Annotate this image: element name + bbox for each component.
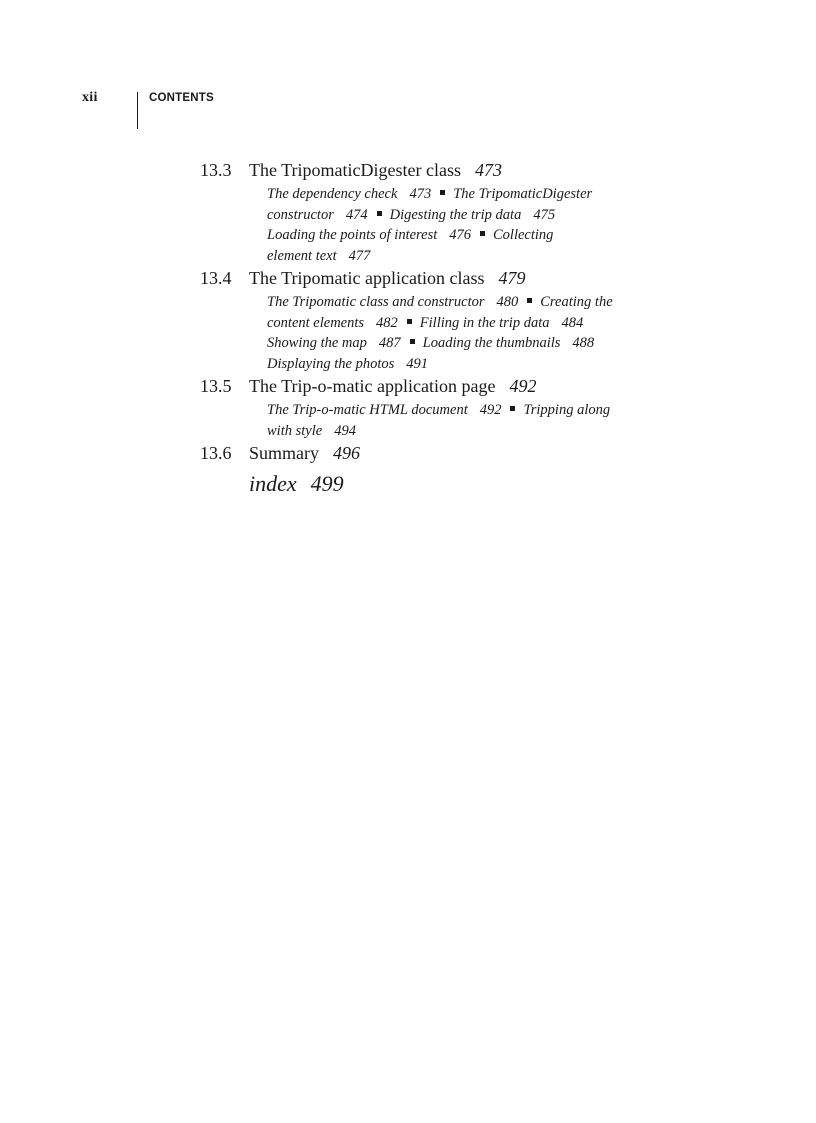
subsection-page-number: 487 <box>378 335 401 351</box>
subsection-line <box>267 313 657 334</box>
section-number: 13.4 <box>200 268 232 288</box>
subsection-title[interactable]: Collecting <box>493 227 554 243</box>
square-bullet-icon <box>510 406 515 411</box>
subsection-title[interactable]: The Tripomatic class and constructor <box>267 294 485 310</box>
subsection-title[interactable]: Tripping along <box>523 402 611 418</box>
subsection-title[interactable]: content elements <box>267 314 365 331</box>
toc-section <box>0 441 816 465</box>
toc-section <box>0 266 816 374</box>
square-bullet-icon <box>407 319 412 324</box>
subsection-page-number: 491 <box>406 355 429 372</box>
subsection-page-number: 494 <box>334 422 356 439</box>
subsection-title[interactable]: Loading the points of interest <box>267 227 438 243</box>
section-title-group <box>249 266 525 290</box>
subsection-page-number: 476 <box>449 227 471 243</box>
section-page-number: 473 <box>474 160 502 180</box>
section-heading[interactable] <box>0 158 816 182</box>
subsection-line <box>267 333 657 354</box>
subsection-title[interactable]: The dependency check <box>267 186 398 202</box>
index-page-number: 499 <box>310 471 344 496</box>
subsection-page-number: 477 <box>348 247 371 264</box>
square-bullet-icon <box>527 298 532 303</box>
subsection-title[interactable]: constructor <box>267 206 334 223</box>
section-title-group <box>249 158 502 182</box>
subsection-line <box>267 400 657 421</box>
subsection-line <box>267 225 657 246</box>
subsection-title[interactable]: The Trip-o-matic HTML document <box>267 402 468 418</box>
subsection-line <box>267 421 657 442</box>
subsection-title[interactable]: Filling in the trip data <box>419 314 550 331</box>
section-heading[interactable] <box>0 266 816 290</box>
section-number: 13.5 <box>200 376 232 396</box>
subsection-title[interactable]: Creating the <box>540 294 613 310</box>
square-bullet-icon <box>410 339 415 344</box>
subsection-page-number: 492 <box>479 402 502 418</box>
header-divider <box>137 92 138 129</box>
subsection-title[interactable]: with style <box>267 422 323 439</box>
section-title: Summary <box>249 443 319 463</box>
subsection-title[interactable]: Loading the thumbnails <box>422 335 561 351</box>
subsection-title[interactable]: The TripomaticDigester <box>453 186 593 202</box>
subsection-title[interactable]: Displaying the photos <box>267 355 395 372</box>
page-number: xii <box>82 90 98 105</box>
square-bullet-icon <box>377 211 382 216</box>
subsection-title[interactable]: Showing the map <box>267 335 367 351</box>
subsection-page-number: 480 <box>496 294 519 310</box>
section-number: 13.3 <box>200 160 232 180</box>
subsection-title[interactable]: Digesting the trip data <box>389 206 522 223</box>
subsection-title[interactable]: element text <box>267 247 337 264</box>
subsection-page-number: 488 <box>572 335 595 351</box>
running-head: CONTENTS <box>149 92 214 104</box>
section-title-group <box>249 374 536 398</box>
subsection-page-number: 482 <box>376 314 398 331</box>
square-bullet-icon <box>440 190 445 195</box>
square-bullet-icon <box>480 231 485 236</box>
index-entry[interactable] <box>0 469 816 505</box>
subsection-line <box>267 292 657 313</box>
section-heading[interactable] <box>0 441 816 465</box>
index-label: index <box>249 471 297 496</box>
subsection-page-number: 474 <box>345 206 368 223</box>
section-page-number: 496 <box>333 443 360 463</box>
section-heading[interactable] <box>0 374 816 398</box>
section-page-number: 492 <box>509 376 537 396</box>
subsection-line <box>267 246 657 267</box>
toc-section <box>0 374 816 441</box>
index-label-group <box>249 469 344 499</box>
section-page-number: 479 <box>498 268 526 288</box>
section-title: The TripomaticDigester class <box>249 160 461 180</box>
page-header <box>0 0 816 140</box>
toc-section <box>0 158 816 266</box>
table-of-contents <box>0 158 816 505</box>
section-title: The Tripomatic application class <box>249 268 485 288</box>
subsection-list <box>267 398 657 441</box>
subsection-page-number: 475 <box>533 206 556 223</box>
subsection-page-number: 484 <box>561 314 584 331</box>
section-number: 13.6 <box>200 443 232 463</box>
subsection-line <box>267 205 657 226</box>
subsection-line <box>267 184 657 205</box>
subsection-line <box>267 354 657 375</box>
section-title-group <box>249 441 360 465</box>
subsection-page-number: 473 <box>409 186 432 202</box>
subsection-list <box>267 290 657 374</box>
section-title: The Trip-o-matic application page <box>249 376 496 396</box>
subsection-list <box>267 182 657 266</box>
